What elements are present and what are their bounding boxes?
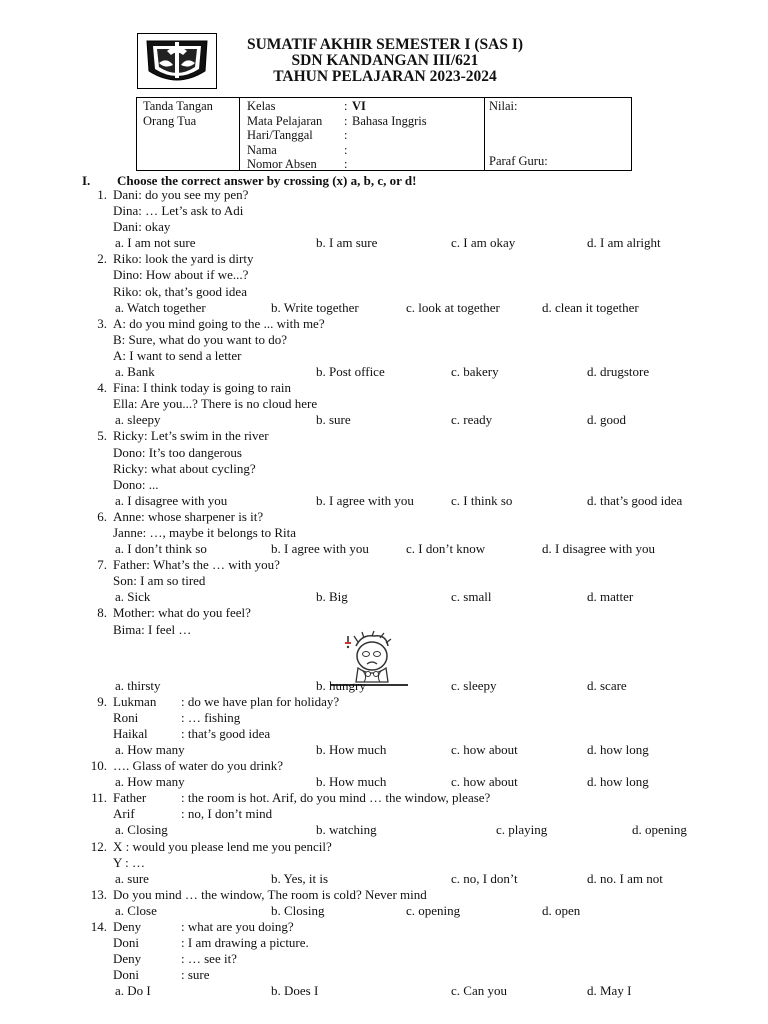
question-line (0, 187, 768, 203)
question-line (0, 332, 768, 348)
option-d[interactable]: d. May I (587, 983, 632, 999)
answer-options (0, 541, 768, 557)
dialogue-text: : … see it? (181, 951, 237, 967)
question-number: 6. (97, 508, 107, 524)
option-a[interactable]: a. I disagree with you (115, 492, 228, 508)
option-b[interactable]: b. How much (316, 774, 387, 790)
option-a[interactable]: a. I am not sure (115, 235, 196, 251)
option-a[interactable]: a. Close (115, 902, 157, 918)
question-text (113, 967, 210, 983)
question-line (0, 790, 768, 806)
answer-options (0, 300, 768, 316)
option-d[interactable]: d. how long (587, 774, 649, 790)
dialogue-text: Dina: … Let’s ask to Adi (113, 203, 244, 219)
option-d[interactable]: d. open (542, 902, 581, 918)
question-line (0, 380, 768, 396)
speaker-name: Doni (113, 935, 139, 951)
option-d[interactable]: d. drugstore (587, 364, 650, 380)
option-c[interactable]: c. I am okay (451, 235, 516, 251)
answer-options (0, 903, 768, 919)
dialogue-text: Dani: do you see my pen? (113, 187, 249, 202)
question-line (0, 951, 768, 967)
option-d[interactable]: d. clean it together (542, 299, 639, 315)
option-d[interactable]: d. I am alright (587, 235, 661, 251)
option-d[interactable]: d. no. I am not (587, 870, 663, 886)
answer-options (0, 822, 768, 838)
dialogue-text: Dino: How about if we...? (113, 267, 249, 283)
answer-options (0, 678, 768, 694)
question-number: 11. (91, 790, 107, 806)
question-text (113, 203, 243, 219)
question-2 (0, 251, 768, 315)
question-line (0, 605, 768, 621)
dialogue-text: Bima: I feel … (113, 621, 192, 637)
question-4 (0, 380, 768, 428)
dialogue-text: Ella: Are you...? There is no cloud here (113, 396, 318, 412)
dialogue-text: Dani: okay (113, 219, 171, 235)
question-text (113, 477, 159, 493)
question-line (0, 855, 768, 871)
speaker-name: Arif (113, 806, 135, 822)
question-number: 1. (97, 187, 107, 202)
question-text (113, 790, 490, 806)
option-c[interactable]: c. opening (406, 902, 461, 918)
picture-area (0, 638, 768, 678)
question-line (0, 919, 768, 935)
question-11 (0, 790, 768, 838)
option-d[interactable]: d. opening (632, 822, 687, 838)
option-b[interactable]: b. Big (316, 589, 348, 605)
option-b[interactable]: b. How much (316, 742, 387, 757)
question-line (0, 461, 768, 477)
dialogue-text: Ricky: Let’s swim in the river (113, 428, 269, 444)
option-b[interactable]: b. sure (316, 412, 351, 428)
question-text (113, 855, 145, 871)
option-c[interactable]: c. ready (451, 412, 493, 428)
info-row-class[interactable]: Kelas : VI (247, 99, 366, 113)
question-line (0, 203, 768, 219)
question-line (0, 525, 768, 541)
speaker-name: Haikal (113, 725, 148, 741)
option-b[interactable]: b. Write together (271, 299, 359, 315)
option-b[interactable]: b. I agree with you (316, 492, 414, 508)
academic-year: TAHUN PELAJARAN 2023-2024 (273, 68, 497, 85)
question-line (0, 219, 768, 235)
info-row-absence-number[interactable]: Nomor Absen : (247, 157, 348, 172)
question-text (113, 509, 263, 525)
option-a[interactable]: a. Do I (115, 983, 151, 999)
speaker-name: Doni (113, 967, 139, 983)
question-text (113, 758, 283, 774)
answer-options (0, 589, 768, 605)
question-text (113, 284, 247, 300)
question-text (113, 710, 240, 726)
dialogue-text: B: Sure, what do you want to do? (113, 331, 288, 347)
dialogue-text: : no, I don’t mind (181, 806, 273, 822)
speaker-name: Deny (113, 951, 142, 967)
question-line (0, 509, 768, 525)
dialogue-text: Father: What’s the … with you? (113, 557, 280, 573)
answer-options (0, 412, 768, 428)
dialogue-text: : I am drawing a picture. (181, 935, 309, 951)
question-line (0, 316, 768, 332)
question-text (113, 251, 253, 267)
question-text (113, 187, 248, 203)
option-a[interactable]: a. Closing (115, 822, 168, 838)
question-line (0, 477, 768, 493)
score-label: Nilai: (489, 99, 518, 113)
question-text (113, 951, 237, 967)
dialogue-text: Ricky: what about cycling? (113, 460, 256, 476)
dialogue-text: X : would you please lend me you pencil? (113, 838, 332, 854)
dialogue-text: : that’s good idea (181, 725, 271, 741)
question-text (113, 316, 325, 332)
score-cell[interactable] (485, 98, 631, 170)
answer-options (0, 983, 768, 999)
question-12 (0, 839, 768, 887)
option-a[interactable]: a. How many (115, 742, 185, 757)
question-7 (0, 557, 768, 605)
option-d[interactable]: d. scare (587, 677, 627, 693)
question-line (0, 726, 768, 742)
answer-options (0, 774, 768, 790)
school-emblem-logo (137, 33, 217, 89)
question-9 (0, 694, 768, 758)
dialogue-text: : what are you doing? (181, 919, 294, 935)
option-d[interactable]: d. good (587, 412, 626, 428)
question-text (113, 573, 205, 589)
question-text (113, 557, 280, 573)
info-row-subject[interactable]: Mata Pelajaran : Bahasa Inggris (247, 113, 427, 128)
question-line (0, 284, 768, 300)
option-b[interactable]: b. I agree with you (271, 541, 369, 557)
speaker-name: Deny (113, 919, 142, 935)
option-b[interactable]: b. Does I (271, 983, 319, 999)
dialogue-text: Fina: I think today is going to rain (113, 380, 292, 396)
question-line (0, 758, 768, 774)
subject-value: Bahasa Inggris (352, 113, 427, 128)
dialogue-text: Anne: whose sharpener is it? (113, 508, 264, 524)
option-c[interactable]: c. how about (451, 742, 518, 757)
question-line (0, 396, 768, 412)
dialogue-text: Dono: It’s too dangerous (113, 444, 242, 460)
dialogue-text: Riko: look the yard is dirty (113, 251, 254, 267)
question-line (0, 557, 768, 573)
question-text (113, 622, 191, 638)
school-name: SDN KANDANGAN III/621 (291, 52, 479, 69)
question-14 (0, 919, 768, 999)
question-number: 8. (97, 605, 107, 621)
question-line (0, 694, 768, 710)
question-text (113, 332, 287, 348)
question-line (0, 839, 768, 855)
dialogue-text: : sure (181, 967, 210, 983)
question-number: 7. (97, 557, 107, 573)
option-c[interactable]: c. no, I don’t (451, 870, 518, 886)
question-line (0, 935, 768, 951)
question-text (113, 396, 317, 412)
question-text (113, 348, 242, 364)
question-number: 3. (97, 315, 107, 331)
option-c[interactable]: c. small (451, 589, 492, 605)
question-number: 5. (97, 428, 107, 444)
question-text (113, 461, 256, 477)
dialogue-text: Y : … (113, 854, 146, 870)
answer-options (0, 235, 768, 251)
question-number: 4. (97, 380, 107, 396)
question-6 (0, 509, 768, 557)
question-text (113, 428, 269, 444)
option-b[interactable]: b. Yes, it is (271, 870, 329, 886)
dialogue-text: : the room is hot. Arif, do you mind … the window, please? (181, 790, 491, 806)
question-line (0, 445, 768, 461)
class-value: VI (352, 99, 366, 113)
question-text (113, 267, 248, 283)
question-text (113, 380, 291, 396)
dialogue-text: : do we have plan for holiday? (181, 693, 340, 709)
option-d[interactable]: d. I disagree with you (542, 541, 656, 557)
student-details-cell (240, 98, 485, 170)
question-line (0, 428, 768, 444)
question-list (0, 187, 768, 1000)
dialogue-text: Mother: what do you feel? (113, 605, 251, 621)
option-a[interactable]: a. sure (115, 870, 149, 886)
section-instruction (82, 173, 416, 188)
question-line (0, 267, 768, 283)
question-text (113, 839, 332, 855)
question-number: 13. (90, 886, 107, 902)
question-line (0, 348, 768, 364)
dialogue-text: Do you mind … the window, The room is cold? Never mind (113, 886, 427, 902)
dialogue-text: Janne: …, maybe it belongs to Rita (113, 524, 297, 540)
question-line (0, 251, 768, 267)
question-text (113, 806, 272, 822)
info-row-date[interactable]: Hari/Tanggal : (247, 128, 348, 143)
parent-signature-label-1: Tanda Tangan (143, 99, 213, 113)
speaker-name: Lukman (113, 693, 157, 709)
question-text (113, 726, 270, 742)
question-5 (0, 428, 768, 508)
question-line (0, 887, 768, 903)
option-d[interactable]: d. that’s good idea (587, 492, 683, 508)
question-13 (0, 887, 768, 919)
question-text (113, 219, 170, 235)
question-number: 14. (90, 919, 107, 935)
option-d[interactable]: d. how long (587, 742, 649, 757)
info-row-name[interactable]: Nama : (247, 142, 348, 157)
question-text (113, 445, 242, 461)
exam-header (215, 37, 555, 85)
question-line (0, 573, 768, 589)
option-a[interactable]: a. sleepy (115, 412, 161, 428)
option-b[interactable]: b. I am sure (316, 235, 378, 251)
option-c[interactable]: c. playing (496, 822, 548, 838)
teacher-signature-label: Paraf Guru: (489, 154, 548, 168)
speaker-name: Roni (113, 709, 139, 725)
option-c[interactable]: c. sleepy (451, 677, 497, 693)
answer-options (0, 493, 768, 509)
answer-options (0, 871, 768, 887)
dialogue-text: : … fishing (181, 709, 241, 725)
question-number: 9. (97, 693, 107, 709)
question-10 (0, 758, 768, 790)
question-number: 12. (90, 838, 107, 854)
speaker-name: Father (113, 790, 147, 806)
question-text (113, 525, 296, 541)
option-c[interactable]: c. how about (451, 774, 518, 790)
option-a[interactable]: a. I don’t think so (115, 541, 207, 557)
question-8 (0, 605, 768, 693)
question-number: 10. (90, 758, 107, 774)
option-c[interactable]: c. Can you (451, 983, 507, 999)
question-text (113, 919, 294, 935)
question-text (113, 935, 309, 951)
question-text (113, 887, 427, 903)
instruction-text: Choose the correct answer by crossing (x) a, b, c, or d! (117, 173, 417, 188)
option-b[interactable]: b. Closing (271, 902, 325, 918)
question-1 (0, 187, 768, 251)
option-b[interactable]: b. watching (316, 822, 377, 838)
answer-options (0, 742, 768, 758)
option-c[interactable]: c. I don’t know (406, 541, 486, 557)
question-3 (0, 316, 768, 380)
question-line (0, 967, 768, 983)
section-number: I. (82, 173, 91, 188)
option-b[interactable]: b. hungry (316, 677, 366, 693)
question-line (0, 806, 768, 822)
parent-signature-cell[interactable] (137, 98, 240, 170)
option-a[interactable]: a. thirsty (115, 677, 161, 693)
dialogue-text: …. Glass of water do you drink? (113, 758, 284, 774)
option-b[interactable]: b. Post office (316, 364, 385, 380)
dialogue-text: A: do you mind going to the ... with me? (113, 315, 325, 331)
option-a[interactable]: a. Watch together (115, 299, 206, 315)
question-text (113, 694, 339, 710)
dialogue-text: Dono: ... (113, 476, 159, 492)
option-c[interactable]: c. look at together (406, 299, 500, 315)
question-number: 2. (97, 251, 107, 267)
question-line (0, 710, 768, 726)
option-a[interactable]: a. Bank (115, 364, 155, 380)
option-c[interactable]: c. I think so (451, 492, 513, 508)
option-a[interactable]: a. Sick (115, 589, 151, 605)
option-c[interactable]: c. bakery (451, 364, 499, 380)
parent-signature-label-2: Orang Tua (143, 114, 197, 128)
option-d[interactable]: d. matter (587, 589, 634, 605)
exam-title: SUMATIF AKHIR SEMESTER I (SAS I) (246, 36, 524, 53)
dialogue-text: Riko: ok, that’s good idea (113, 283, 247, 299)
option-a[interactable]: a. How many (115, 774, 185, 790)
student-info-table (136, 97, 632, 171)
answer-options (0, 364, 768, 380)
question-text (113, 605, 251, 621)
dialogue-text: A: I want to send a letter (113, 347, 242, 363)
dialogue-text: Son: I am so tired (113, 573, 206, 589)
